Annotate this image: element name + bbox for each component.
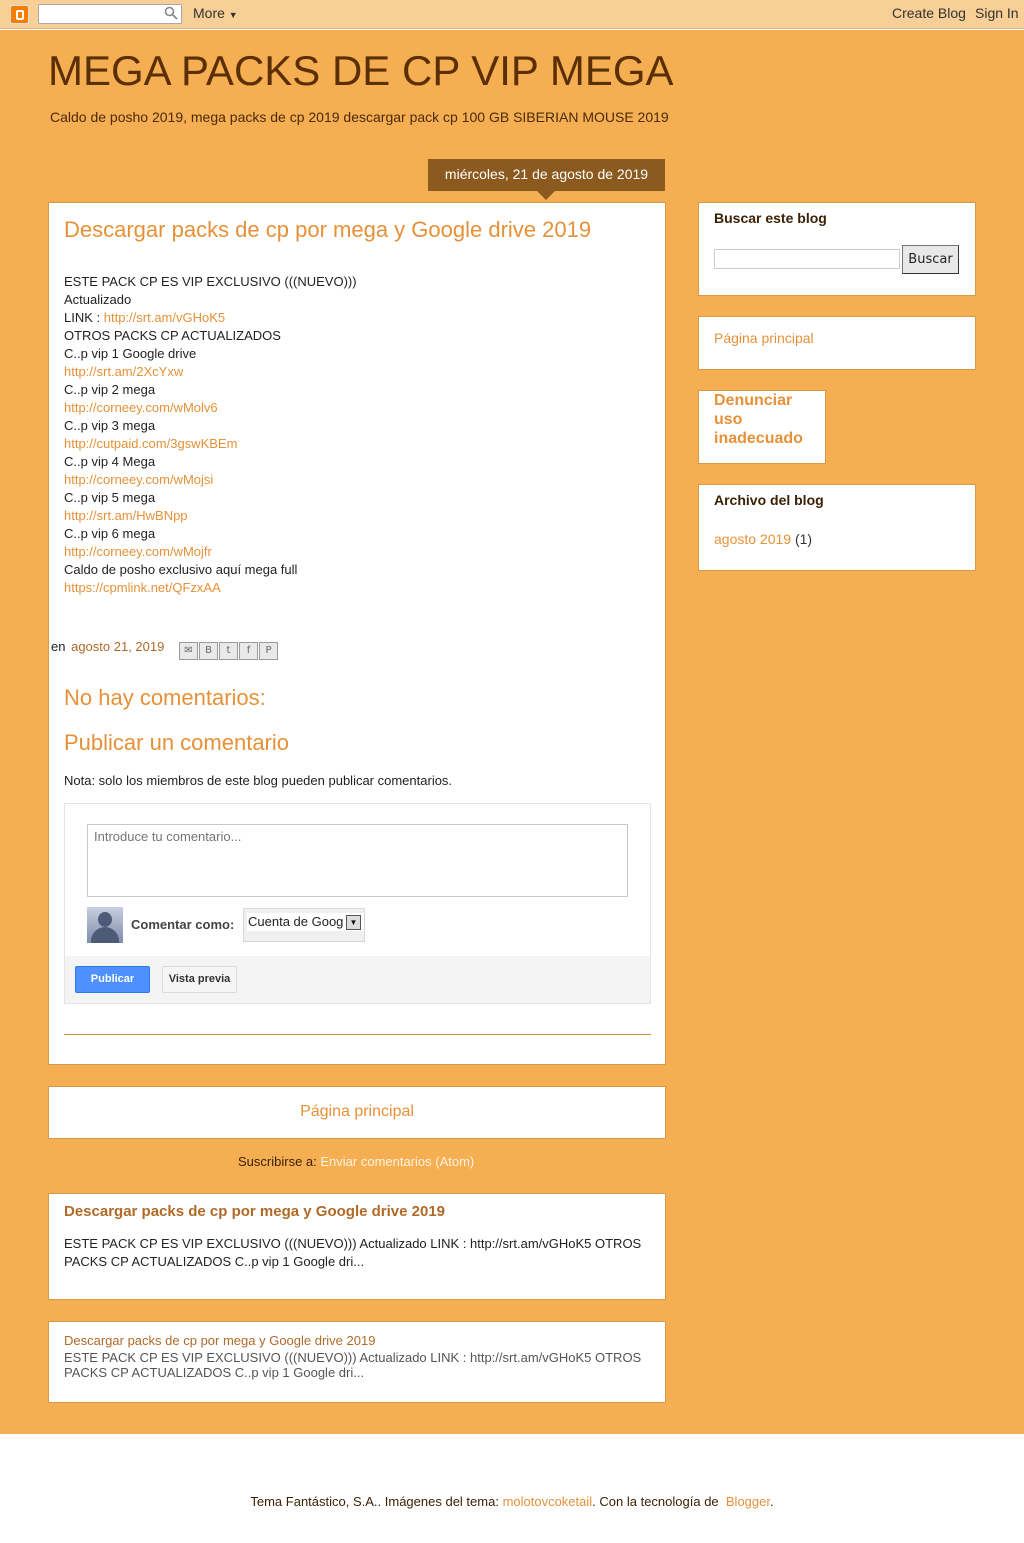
blog-title[interactable]: MEGA PACKS DE CP VIP MEGA (48, 47, 674, 94)
sidebar-home-link[interactable]: Página principal (714, 330, 814, 346)
post-timestamp-link[interactable]: agosto 21, 2019 (71, 639, 165, 654)
post-body-line (64, 453, 357, 471)
post-body-link[interactable]: http://srt.am/HwBNpp (64, 508, 188, 523)
post-footer-prefix: en (51, 639, 66, 654)
post-body-text: C..p vip 2 mega (64, 382, 156, 397)
post-body-text: LINK : (64, 310, 104, 325)
sign-in-link[interactable]: Sign In (975, 5, 1019, 21)
post-divider (64, 1034, 651, 1035)
footer-middle: . Con la tecnología de (592, 1494, 723, 1509)
post-panel (48, 202, 666, 1065)
post-body-text: Actualizado (64, 292, 132, 307)
post-body-link[interactable]: http://srt.am/vGHoK5 (103, 310, 226, 325)
popular-post-snippet: ESTE PACK CP ES VIP EXCLUSIVO (((NUEVO))) Actualizado LINK : http://srt.am/vGHoK5 OTROS PACKS CP ACTUALIZADOS C..p vip 1 Google dri... (64, 1236, 642, 1269)
pinterest-icon[interactable]: P (259, 642, 278, 660)
post-body (64, 273, 357, 597)
share-buttons (179, 642, 278, 660)
post-title[interactable]: Descargar packs de cp por mega y Google drive 2019 (64, 217, 592, 242)
report-abuse-link[interactable]: Denunciar uso inadecuado (714, 392, 803, 447)
publish-button[interactable]: Publicar (75, 966, 150, 993)
comment-actions (65, 956, 650, 1003)
post-date: miércoles, 21 de agosto de 2019 (444, 166, 649, 182)
post-body-link[interactable]: http://corneey.com/wMolv6 (64, 400, 218, 415)
blogger-logo-icon[interactable] (10, 5, 29, 24)
account-select[interactable] (243, 908, 365, 942)
post-body-line (64, 345, 357, 363)
preview-button[interactable]: Vista previa (162, 966, 237, 993)
post-body-text: C..p vip 1 Google drive (64, 346, 197, 361)
post-body-text: OTROS PACKS CP ACTUALIZADOS (64, 328, 281, 343)
post-body-line (64, 543, 357, 561)
post-body-line (64, 417, 357, 435)
home-link-panel (48, 1086, 666, 1139)
post-body-line (64, 507, 357, 525)
blog-search-input[interactable] (714, 249, 900, 269)
blog-description: Caldo de posho 2019, mega packs de cp 2019 descargar pack cp 100 GB SIBERIAN MOUSE 2019 (50, 109, 669, 125)
subscribe-prefix: Suscribirse a: (238, 1154, 321, 1169)
subscribe-line (238, 1154, 474, 1169)
post-footer (51, 639, 164, 654)
date-pointer (537, 191, 555, 200)
post-body-line (64, 399, 357, 417)
post-body-line (64, 435, 357, 453)
post-body-link[interactable]: https://cpmlink.net/QFzxAA (64, 580, 221, 595)
post-body-link[interactable]: http://corneey.com/wMojsi (64, 472, 214, 487)
blogger-navbar (0, 0, 1024, 29)
archive-item (714, 531, 812, 547)
comment-textarea[interactable] (87, 824, 628, 897)
popular-post-snippet: ESTE PACK CP ES VIP EXCLUSIVO (((NUEVO))) Actualizado LINK : http://srt.am/vGHoK5 OTROS PACKS CP ACTUALIZADOS C..p vip 1 Google dri... (64, 1350, 642, 1380)
footer-suffix: . (769, 1494, 774, 1509)
post-body-line (64, 561, 357, 579)
sidebar-archive-widget (698, 484, 976, 571)
home-link[interactable]: Página principal (300, 1103, 414, 1120)
search-button[interactable]: Buscar (902, 245, 959, 274)
twitter-icon[interactable]: t (219, 642, 238, 660)
comment-note: Nota: solo los miembros de este blog pueden publicar comentarios. (64, 773, 453, 788)
sidebar-pages-widget (698, 316, 976, 370)
post-body-text: ESTE PACK CP ES VIP EXCLUSIVO (((NUEVO))) (64, 274, 357, 289)
chevron-down-icon: ▼ (228, 10, 238, 20)
sidebar-search-widget (698, 202, 976, 296)
subscribe-atom-link[interactable]: Enviar comentarios (Atom) (320, 1154, 475, 1169)
post-body-text: C..p vip 6 mega (64, 526, 156, 541)
no-comments-heading: No hay comentarios: (64, 685, 266, 710)
post-body-link[interactable]: http://corneey.com/wMojfr (64, 544, 212, 559)
post-body-link[interactable]: http://cutpaid.com/3gswKBEm (64, 436, 238, 451)
archive-widget-title: Archivo del blog (714, 492, 824, 508)
more-label: More (193, 5, 225, 21)
blogger-icon[interactable]: B (199, 642, 218, 660)
post-body-line (64, 291, 357, 309)
mail-icon[interactable]: ✉ (179, 642, 198, 660)
theme-artist-link[interactable]: molotovcoketail (502, 1494, 593, 1509)
more-menu[interactable] (193, 5, 238, 21)
post-body-line (64, 273, 357, 291)
comment-form (64, 803, 651, 1004)
popular-post-card (48, 1321, 666, 1403)
post-body-text: C..p vip 4 Mega (64, 454, 156, 469)
sidebar-report-widget (698, 390, 826, 464)
post-body-link[interactable]: http://srt.am/2XcYxw (64, 364, 184, 379)
blog-content-area (0, 30, 1024, 1434)
account-select-value: Cuenta de Goog (247, 913, 364, 931)
create-blog-link[interactable]: Create Blog (892, 5, 966, 21)
post-body-line (64, 489, 357, 507)
theme-attribution (0, 1494, 1024, 1509)
post-body-line (64, 363, 357, 381)
archive-count: (1) (791, 531, 813, 547)
popular-post-title[interactable]: Descargar packs de cp por mega y Google drive 2019 (64, 1333, 376, 1348)
search-icon[interactable] (164, 6, 178, 20)
comment-as-label: Comentar como: (131, 917, 235, 932)
post-body-line (64, 381, 357, 399)
post-comment-heading: Publicar un comentario (64, 730, 290, 755)
avatar (87, 907, 123, 943)
post-body-line (64, 525, 357, 543)
footer-prefix: Tema Fantástico, S.A.. Imágenes del tema: (250, 1494, 503, 1509)
dropdown-arrow-icon[interactable]: ▼ (346, 915, 361, 930)
post-date-header (428, 159, 665, 191)
post-body-line (64, 579, 357, 597)
post-body-text: C..p vip 5 mega (64, 490, 156, 505)
search-widget-title: Buscar este blog (714, 210, 827, 226)
post-body-text: Caldo de posho exclusivo aquí mega full (64, 562, 298, 577)
post-body-line (64, 327, 357, 345)
popular-post-title[interactable]: Descargar packs de cp por mega y Google drive 2019 (64, 1203, 446, 1220)
navbar-search-input[interactable] (38, 4, 182, 24)
archive-month-link[interactable]: agosto 2019 (714, 531, 792, 547)
facebook-icon[interactable]: f (239, 642, 258, 660)
post-body-text: C..p vip 3 mega (64, 418, 156, 433)
popular-post-card (48, 1193, 666, 1300)
post-body-line (64, 471, 357, 489)
post-body-line (64, 309, 357, 327)
blogger-link[interactable]: Blogger (725, 1494, 770, 1509)
